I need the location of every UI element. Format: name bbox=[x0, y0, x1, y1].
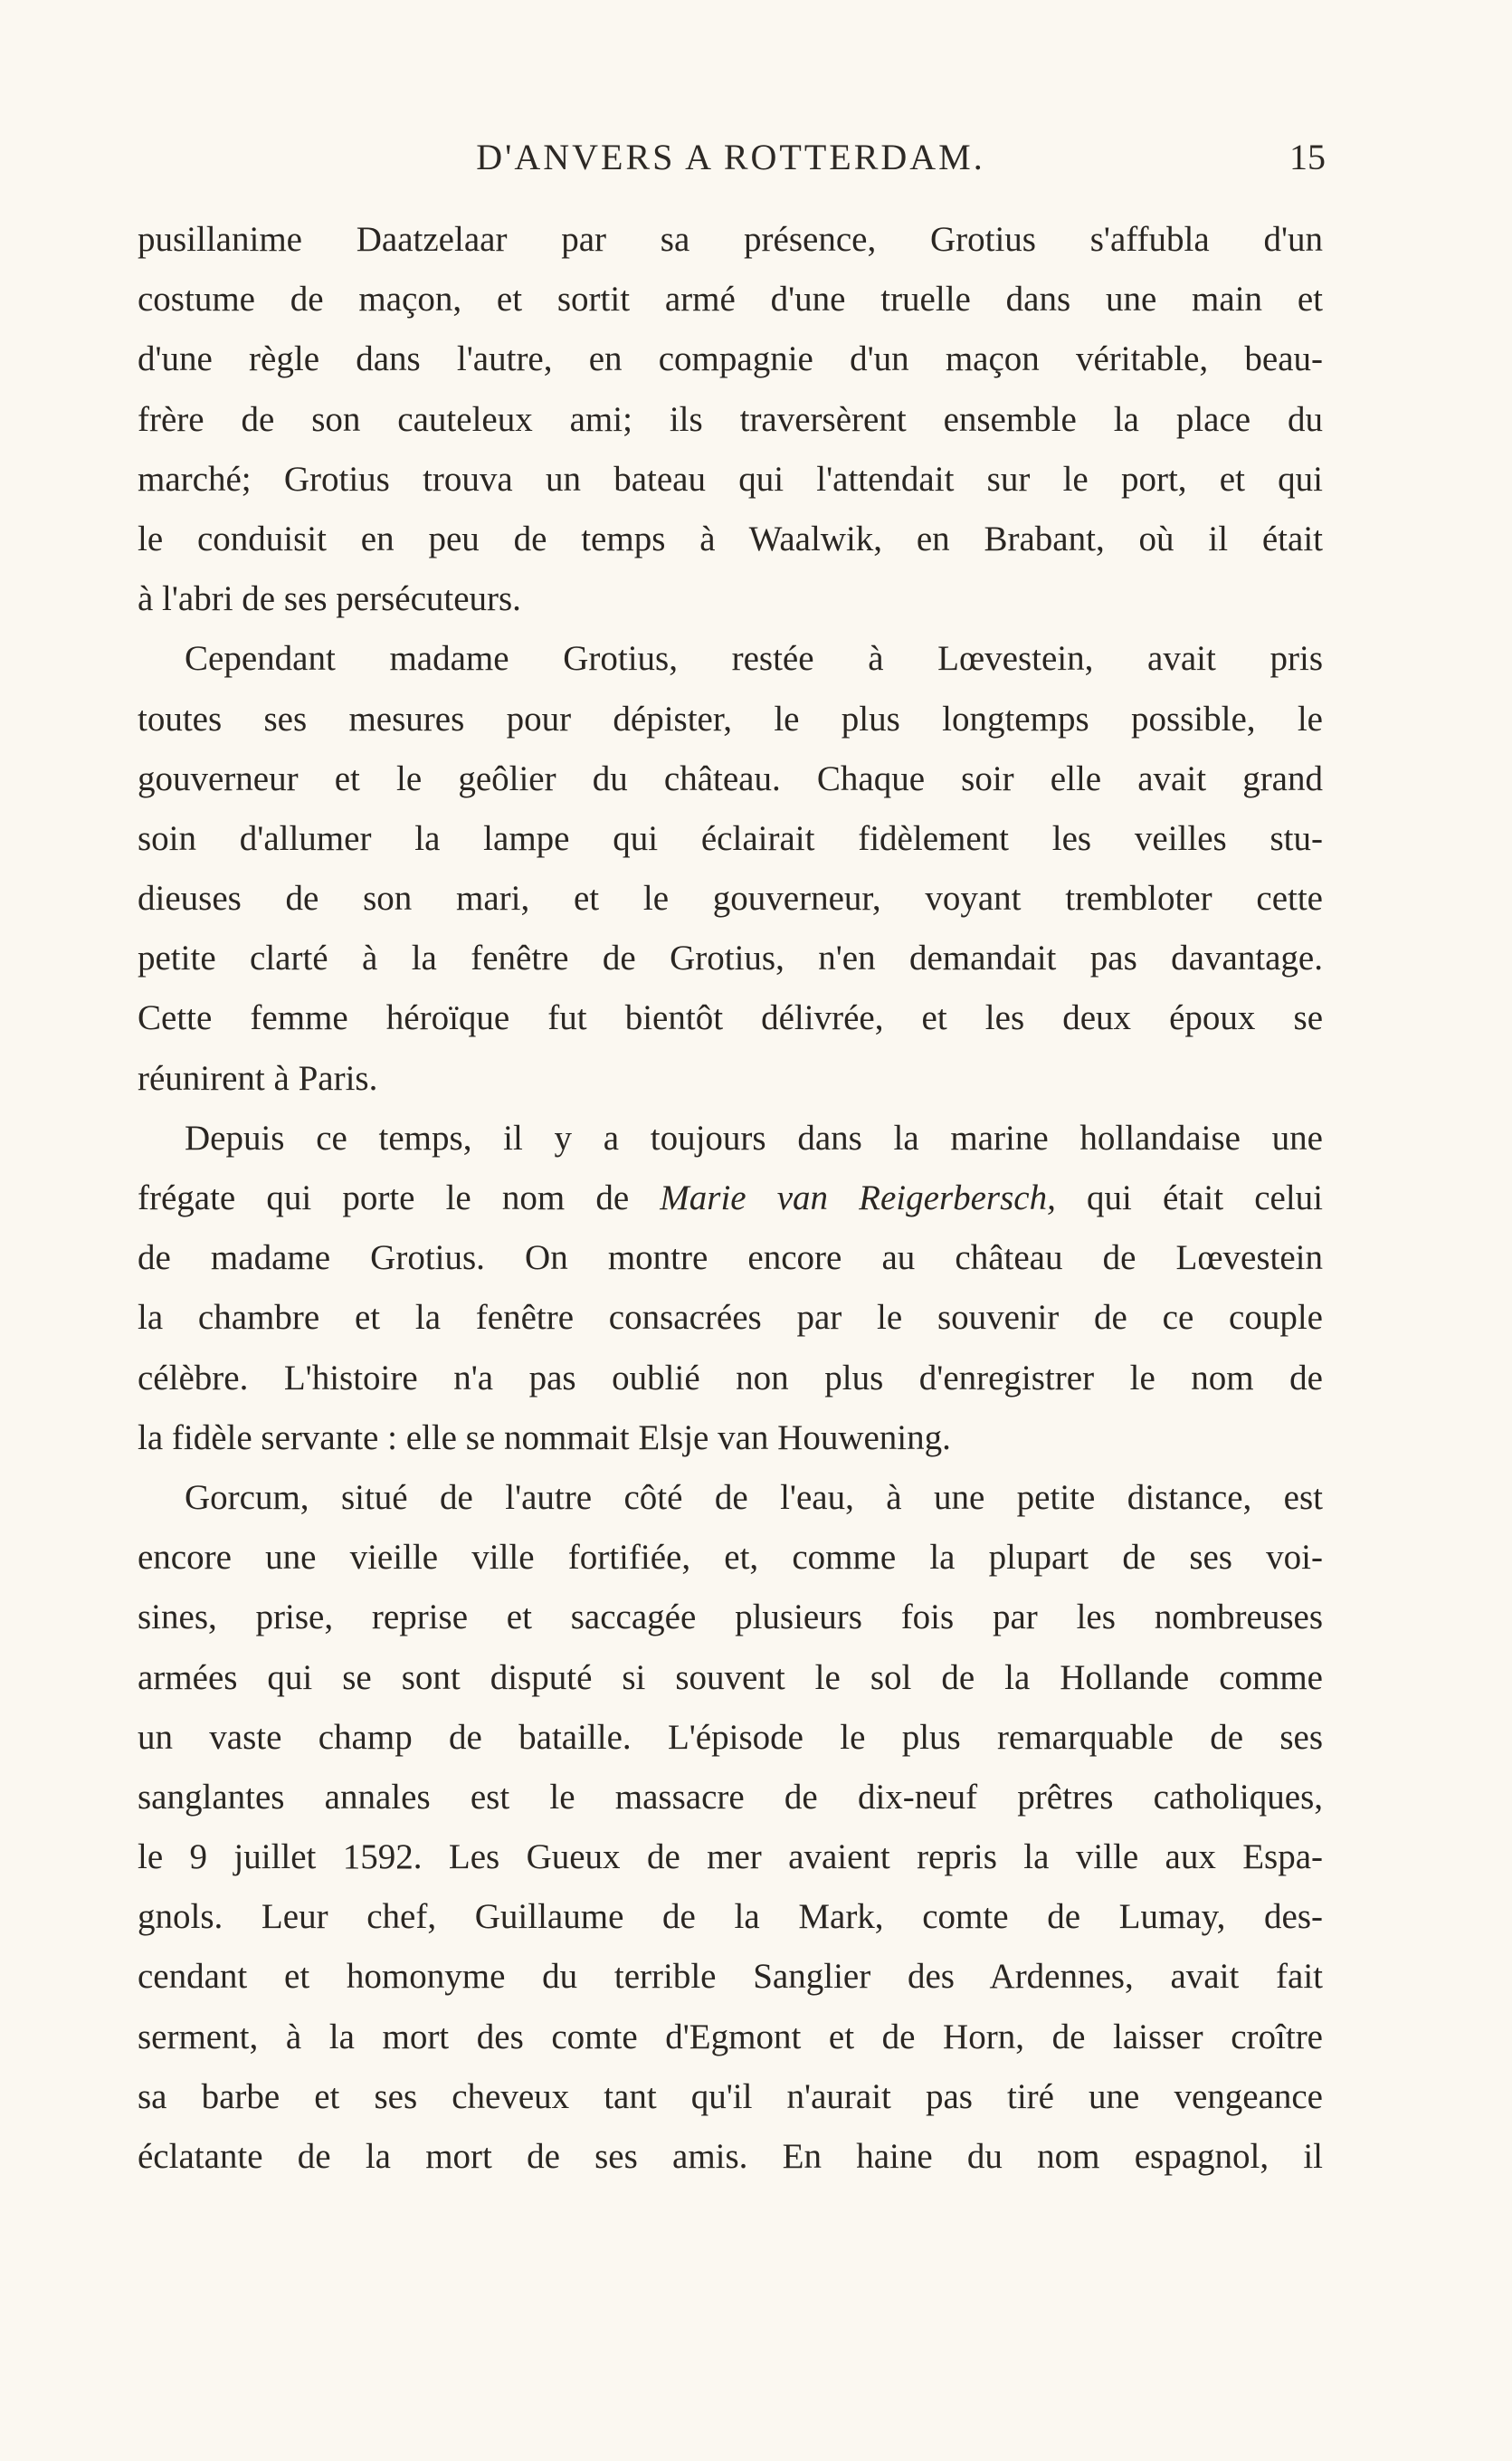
text-line: costume de maçon, et sortit armé d'une truelle dans une main et bbox=[138, 280, 1323, 320]
text-line: dieuses de son mari, et le gouverneur, voyant trembloter cette bbox=[138, 879, 1323, 919]
text-line: de madame Grotius. On montre encore au château de Lœvestein bbox=[138, 1238, 1323, 1278]
running-title: D'ANVERS A ROTTERDAM. bbox=[476, 137, 985, 177]
text-segment: frégate qui porte le nom de bbox=[138, 1178, 661, 1217]
text-line: célèbre. L'histoire n'a pas oublié non plus d'enregistrer le nom de bbox=[138, 1358, 1323, 1397]
text-line: petite clarté à la fenêtre de Grotius, n'en demandait pas davantage. bbox=[138, 939, 1323, 978]
text-line: gouverneur et le geôlier du château. Chaque soir elle avait grand bbox=[138, 758, 1323, 798]
text-line: un vaste champ de bataille. L'épisode le plus remarquable de ses bbox=[138, 1717, 1323, 1757]
text-segment: qui était celui bbox=[1055, 1178, 1323, 1217]
text-line: encore une vieille ville fortifiée, et, comme la plupart de ses voi- bbox=[138, 1538, 1323, 1578]
text-line: gnols. Leur chef, Guillaume de la Mark, comte de Lumay, des- bbox=[138, 1897, 1323, 1937]
text-line: le 9 juillet 1592. Les Gueux de mer avaient repris la ville aux Espa- bbox=[138, 1837, 1323, 1877]
text-line: Depuis ce temps, il y a toujours dans la marine hollandaise une bbox=[185, 1118, 1323, 1158]
text-line: réunirent à Paris. bbox=[138, 1058, 378, 1098]
text-line bbox=[138, 1168, 1323, 1228]
text-line: cendant et homonyme du terrible Sanglier des Ardennes, avait fait bbox=[138, 1957, 1323, 1997]
body-text bbox=[138, 210, 1323, 2187]
text-line: la fidèle servante : elle se nommait Elsje van Houwening. bbox=[138, 1417, 951, 1457]
text-line: sines, prise, reprise et saccagée plusieurs fois par les nombreuses bbox=[138, 1598, 1323, 1637]
ship-name-italic: Marie van Reigerbersch, bbox=[660, 1178, 1056, 1217]
text-line: Gorcum, situé de l'autre côté de l'eau, à une petite distance, est bbox=[185, 1477, 1323, 1517]
text-line: sanglantes annales est le massacre de dix-neuf prêtres catholiques, bbox=[138, 1777, 1323, 1817]
text-line: Cependant madame Grotius, restée à Lœvestein, avait pris bbox=[185, 639, 1323, 679]
running-head bbox=[136, 136, 1326, 190]
text-line: pusillanime Daatzelaar par sa présence, Grotius s'affubla d'un bbox=[138, 220, 1323, 259]
text-line: frère de son cauteleux ami; ils traversèrent ensemble la place du bbox=[138, 399, 1323, 439]
text-line: la chambre et la fenêtre consacrées par le souvenir de ce couple bbox=[138, 1298, 1323, 1338]
text-line: soin d'allumer la lampe qui éclairait fidèlement les veilles stu- bbox=[138, 818, 1323, 858]
text-line: marché; Grotius trouva un bateau qui l'attendait sur le port, et qui bbox=[138, 459, 1323, 499]
page-number: 15 bbox=[1289, 137, 1326, 177]
text-line: toutes ses mesures pour dépister, le plus longtemps possible, le bbox=[138, 699, 1323, 739]
text-line: éclatante de la mort de ses amis. En haine du nom espagnol, il bbox=[138, 2137, 1323, 2176]
text-line: d'une règle dans l'autre, en compagnie d'un maçon véritable, beau- bbox=[138, 339, 1323, 379]
text-line: à l'abri de ses persécuteurs. bbox=[138, 579, 521, 619]
text-line: serment, à la mort des comte d'Egmont et de Horn, de laisser croître bbox=[138, 2017, 1323, 2056]
text-line: le conduisit en peu de temps à Waalwik, en Brabant, où il était bbox=[138, 519, 1323, 558]
text-line: sa barbe et ses cheveux tant qu'il n'aurait pas tiré une vengeance bbox=[138, 2076, 1323, 2116]
text-line: armées qui se sont disputé si souvent le sol de la Hollande comme bbox=[138, 1657, 1323, 1697]
text-line: Cette femme héroïque fut bientôt délivrée, et les deux époux se bbox=[138, 998, 1323, 1038]
